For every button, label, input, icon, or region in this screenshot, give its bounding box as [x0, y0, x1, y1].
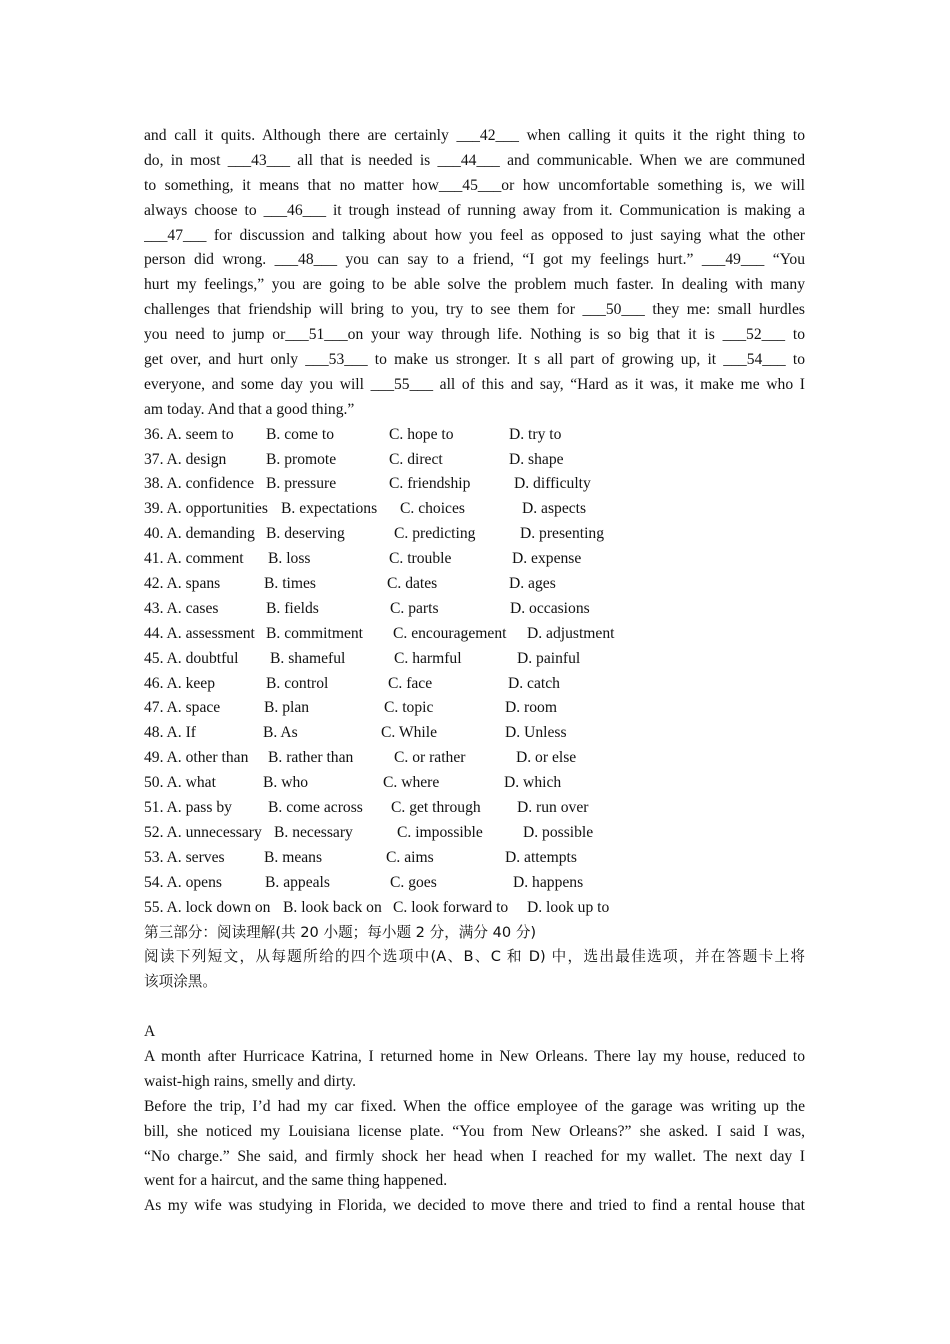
option-d: D. or else — [516, 749, 577, 767]
option-row — [144, 871, 805, 896]
option-a: 39. A. opportunities — [144, 500, 268, 518]
option-row — [144, 622, 805, 647]
option-a: 45. A. doubtful — [144, 649, 239, 667]
option-b: B. fields — [266, 599, 319, 617]
option-c: C. dates — [387, 575, 438, 593]
option-a: 49. A. other than — [144, 749, 249, 767]
option-a: 53. A. serves — [144, 848, 225, 866]
option-row — [144, 746, 805, 771]
option-c: C. trouble — [389, 550, 452, 568]
passage-label: A — [144, 1023, 156, 1041]
option-c: C. hope to — [389, 425, 454, 443]
option-row — [144, 771, 805, 796]
option-row — [144, 448, 805, 473]
option-d: D. Unless — [505, 724, 567, 742]
option-c: C. choices — [400, 500, 465, 518]
passage-line: bill, she noticed my Louisiana license plate. “You from New Orleans?” she asked. I said I was, — [144, 1122, 805, 1140]
option-b: B. means — [264, 848, 323, 866]
option-d: D. attempts — [505, 848, 577, 866]
option-c: C. While — [381, 724, 438, 742]
section-heading: 第三部分：阅读理解(共 20 小题；每小题 2 分，满分 40 分) — [144, 923, 537, 941]
option-b: B. commitment — [266, 624, 364, 642]
option-a: 44. A. assessment — [144, 624, 255, 642]
option-a: 46. A. keep — [144, 674, 216, 692]
option-row — [144, 547, 805, 572]
option-c: C. get through — [391, 799, 481, 817]
option-d: D. presenting — [520, 525, 605, 543]
option-b: B. As — [263, 724, 298, 742]
passage-line: person did wrong. ___48___ you can say to a friend, “I got my feelings hurt.” ___49___ “You — [144, 251, 805, 269]
option-b: B. deserving — [266, 525, 345, 543]
option-b: B. rather than — [268, 749, 354, 767]
option-d: D. adjustment — [527, 624, 615, 642]
option-d: D. shape — [509, 450, 564, 468]
option-d: D. catch — [508, 674, 560, 692]
passage-line: went for a haircut, and the same thing happened. — [144, 1172, 448, 1190]
passage-line: do, in most ___43___ all that is needed is ___44___ and communicable. When we are communed — [144, 151, 805, 169]
document-page — [144, 124, 805, 1219]
option-a: 50. A. what — [144, 774, 216, 792]
option-a: 37. A. design — [144, 450, 227, 468]
option-d: D. difficulty — [514, 475, 591, 493]
option-row — [144, 796, 805, 821]
option-d: D. painful — [517, 649, 581, 667]
option-b: B. plan — [264, 699, 310, 717]
option-c: C. direct — [389, 450, 443, 468]
option-b: B. loss — [268, 550, 311, 568]
option-c: C. harmful — [394, 649, 462, 667]
option-row — [144, 721, 805, 746]
passage-line: get over, and hurt only ___53___ to make us stronger. It s all part of growing up, it ___54___ to — [144, 351, 805, 369]
passage-line: As my wife was studying in Florida, we decided to move there and tried to find a rental house that — [144, 1197, 805, 1215]
passage-line: everyone, and some day you will ___55___ all of this and say, “Hard as it was, it make me who I — [144, 375, 805, 393]
option-row — [144, 896, 805, 921]
option-b: B. shameful — [270, 649, 346, 667]
option-a: 48. A. If — [144, 724, 196, 742]
option-c: C. goes — [390, 873, 437, 891]
option-a: 42. A. spans — [144, 575, 221, 593]
passage-line: A month after Hurricace Katrina, I returned home in New Orleans. There lay my house, reduced to — [144, 1047, 805, 1065]
option-d: D. run over — [517, 799, 589, 817]
option-d: D. happens — [513, 873, 584, 891]
option-d: D. look up to — [527, 898, 610, 916]
option-row — [144, 423, 805, 448]
option-c: C. impossible — [397, 823, 483, 841]
option-c: C. where — [383, 774, 440, 792]
option-d: D. aspects — [522, 500, 587, 518]
option-b: B. pressure — [266, 475, 337, 493]
passage-line: challenges that friendship will bring to you, try to see them for ___50___ they me: small hurdles — [144, 301, 805, 319]
option-a: 38. A. confidence — [144, 475, 254, 493]
option-d: D. possible — [523, 823, 594, 841]
option-row — [144, 572, 805, 597]
option-row — [144, 472, 805, 497]
option-d: D. try to — [509, 425, 562, 443]
passage-line: always choose to ___46___ it trough instead of running away from it. Communication is making a — [144, 201, 805, 219]
option-a: 54. A. opens — [144, 873, 222, 891]
option-a: 36. A. seem to — [144, 425, 234, 443]
option-c: C. look forward to — [393, 898, 509, 916]
option-a: 55. A. lock down on — [144, 898, 271, 916]
passage-line: waist-high rains, smelly and dirty. — [144, 1072, 357, 1090]
option-row — [144, 597, 805, 622]
option-b: B. control — [266, 674, 329, 692]
cloze-passage — [144, 124, 805, 423]
option-c: C. face — [388, 674, 433, 692]
option-c: C. or rather — [394, 749, 466, 767]
passage-line: Before the trip, I’d had my car fixed. When the office employee of the garage was writing up the — [144, 1097, 805, 1115]
option-row — [144, 846, 805, 871]
passage-line: you need to jump or___51___on your way through life. Nothing is so big that it is ___52___ to — [144, 326, 805, 344]
option-row — [144, 696, 805, 721]
option-a: 43. A. cases — [144, 599, 219, 617]
passage-line: “No charge.” She said, and firmly shock her head when I reached for my wallet. The next day I — [144, 1147, 805, 1165]
option-b: B. appeals — [265, 873, 330, 891]
option-a: 40. A. demanding — [144, 525, 255, 543]
option-d: D. ages — [509, 575, 556, 593]
option-b: B. look back on — [283, 898, 382, 916]
option-a: 47. A. space — [144, 699, 221, 717]
option-a: 52. A. unnecessary — [144, 823, 262, 841]
option-d: D. which — [504, 774, 562, 792]
option-d: D. room — [505, 699, 557, 717]
passage-line: hurt my feelings,” you are going to be able solve the problem much faster. In dealing with many — [144, 276, 805, 294]
option-d: D. occasions — [510, 599, 590, 617]
option-c: C. topic — [384, 699, 434, 717]
section-instruction: 阅读下列短文，从每题所给的四个选项中(A、B、C 和 D) 中，选出最佳选项，并在答题卡上将 — [144, 948, 805, 966]
option-b: B. promote — [266, 450, 337, 468]
option-list — [144, 423, 805, 921]
passage-a — [144, 1045, 805, 1219]
section-instruction: 该项涂黑。 — [144, 973, 217, 991]
spacer — [144, 995, 805, 1020]
option-c: C. encouragement — [393, 624, 507, 642]
passage-line: am today. And that a good thing.” — [144, 400, 355, 418]
option-row — [144, 672, 805, 697]
option-row — [144, 647, 805, 672]
option-a: 51. A. pass by — [144, 799, 232, 817]
option-b: B. come across — [268, 799, 363, 817]
option-b: B. expectations — [281, 500, 378, 518]
option-b: B. times — [264, 575, 316, 593]
passage-line: and call it quits. Although there are certainly ___42___ when calling it quits it the right thing to — [144, 127, 805, 144]
option-row — [144, 821, 805, 846]
option-c: C. friendship — [389, 475, 471, 493]
option-d: D. expense — [512, 550, 582, 568]
option-c: C. predicting — [394, 525, 476, 543]
option-c: C. parts — [390, 599, 439, 617]
option-b: B. necessary — [274, 823, 353, 841]
option-a: 41. A. comment — [144, 550, 244, 568]
option-b: B. who — [263, 774, 309, 792]
passage-line: ___47___ for discussion and talking about how you feel as opposed to just saying what the other — [144, 226, 805, 244]
option-c: C. aims — [386, 848, 434, 866]
option-row — [144, 522, 805, 547]
passage-line: to something, it means that no matter how___45___or how uncomfortable something is, we will — [144, 176, 805, 194]
option-b: B. come to — [266, 425, 334, 443]
option-row — [144, 497, 805, 522]
